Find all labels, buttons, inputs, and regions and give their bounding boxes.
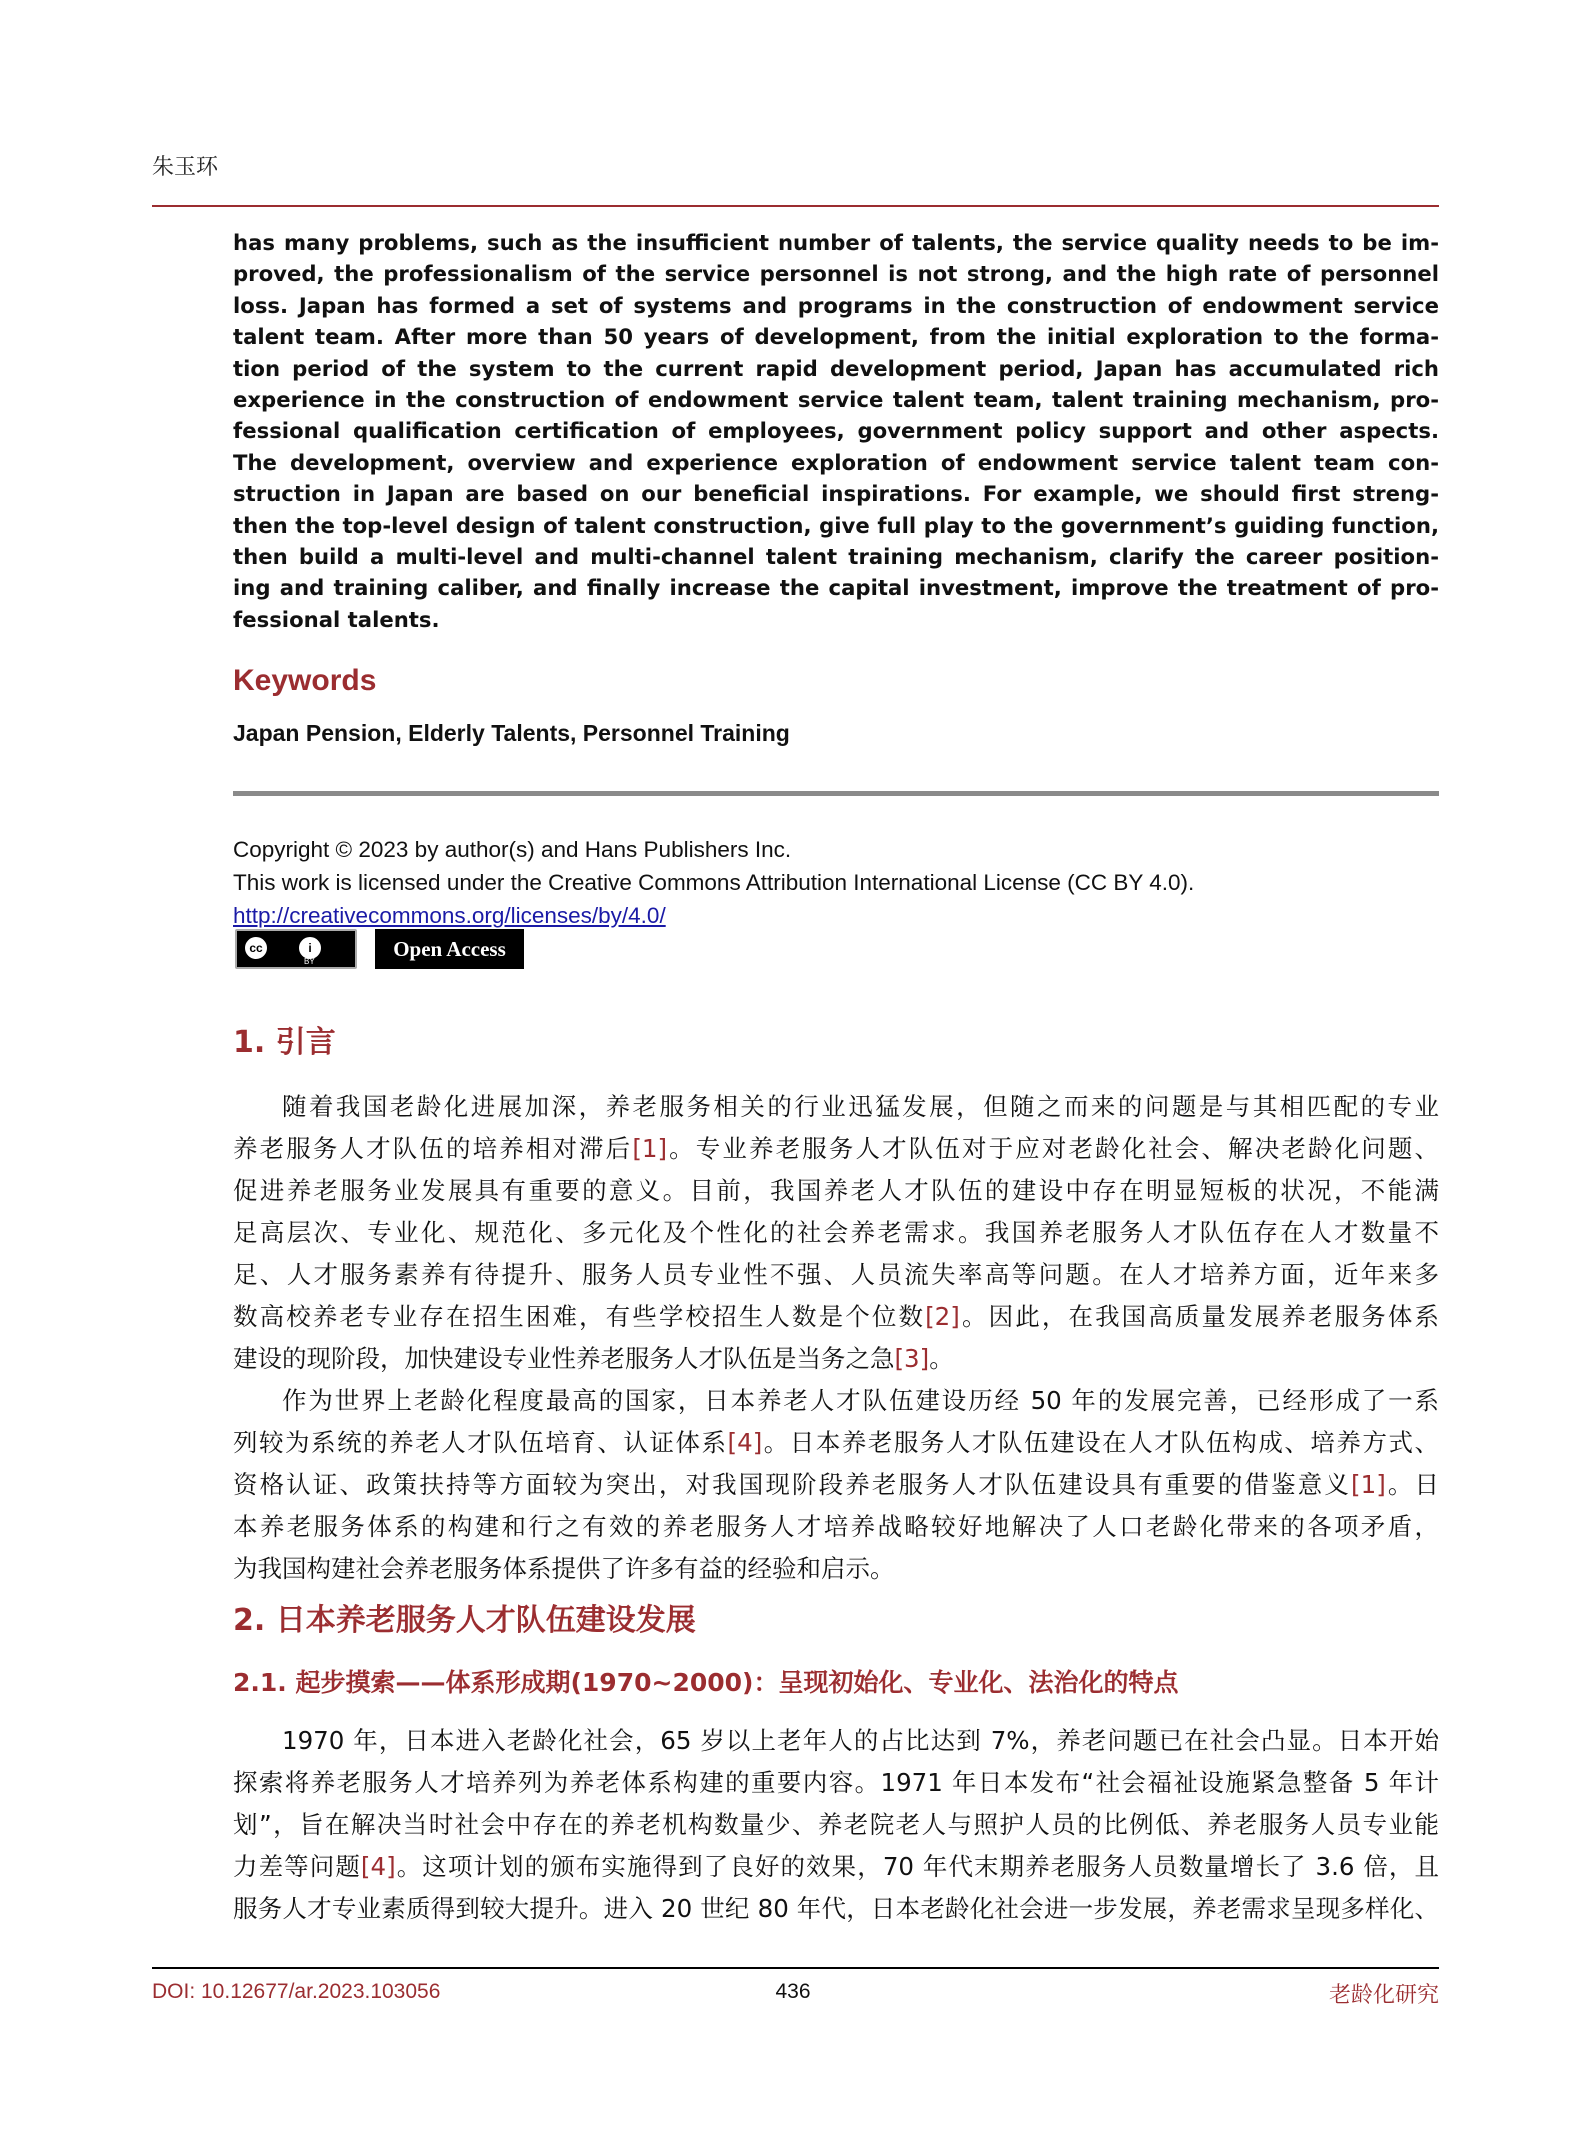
section-1-heading: 1. 引言 <box>233 1025 336 1060</box>
body-line: 数高校养老专业存在招生困难，有些学校招生人数是个位数[2]。因此，在我国高质量发展养老服务体系 <box>233 1302 1440 1331</box>
cc-by-badge[interactable] <box>235 929 357 969</box>
keywords-text: Japan Pension, Elderly Talents, Personnel Training <box>233 720 790 746</box>
abstract-line: ing and training caliber, and finally increase the capital investment, improve the treatment of pro- <box>233 575 1439 601</box>
license-statement: This work is licensed under the Creative Commons Attribution International License (CC BY 4.0). <box>233 870 1195 895</box>
body-line: 足、人才服务素养有待提升、服务人员专业性不强、人员流失率高等问题。在人才培养方面，近年来多 <box>233 1260 1439 1289</box>
citation-link[interactable]: [2] <box>925 1302 960 1331</box>
copyright-line: Copyright © 2023 by author(s) and Hans Publishers Inc. <box>233 837 792 862</box>
citation-link[interactable]: [4] <box>360 1852 396 1881</box>
license-link[interactable]: http://creativecommons.org/licenses/by/4.0/ <box>233 903 666 928</box>
abstract-line: experience in the construction of endowment service talent team, talent training mechanism, pro- <box>233 387 1439 413</box>
body-line: 本养老服务体系的构建和行之有效的养老服务人才培养战略较好地解决了人口老龄化带来的各项矛盾， <box>233 1512 1439 1541</box>
by-label: BY <box>304 957 315 966</box>
footer-rule <box>152 1967 1439 1969</box>
citation-link[interactable]: [1] <box>1351 1470 1386 1499</box>
body-line: 随着我国老龄化进展加深，养老服务相关的行业迅猛发展，但随之而来的问题是与其相匹配的专业 <box>282 1092 1439 1121</box>
page-number: 436 <box>775 1980 811 2003</box>
abstract-line: then build a multi-level and multi-channel talent training mechanism, clarify the career position- <box>233 544 1439 570</box>
section-divider <box>233 791 1439 796</box>
abstract-line: struction in Japan are based on our beneficial inspirations. For example, we should first streng- <box>233 481 1439 507</box>
license-block <box>233 833 1194 932</box>
abstract-line: proved, the professionalism of the service personnel is not strong, and the high rate of personnel <box>233 261 1439 287</box>
subsection-2-1-heading: 2.1. 起步摸索——体系形成期(1970~2000)：呈现初始化、专业化、法治化的特点 <box>233 1668 1179 1697</box>
section-2-heading: 2. 日本养老服务人才队伍建设发展 <box>233 1603 696 1638</box>
body-line: 力差等问题[4]。这项计划的颁布实施得到了良好的效果，70 年代末期养老服务人员数量增长了 3.6 倍，且 <box>233 1852 1439 1881</box>
cc-icon: cc <box>243 935 269 961</box>
citation-link[interactable]: [1] <box>632 1134 668 1163</box>
citation-link[interactable]: [4] <box>727 1428 763 1457</box>
attribution-icon: i <box>297 935 323 961</box>
abstract-text <box>233 227 1439 635</box>
abstract-line: fessional qualification certification of employees, government policy support and other aspects. <box>233 418 1439 444</box>
body-line: 资格认证、政策扶持等方面较为突出，对我国现阶段养老服务人才队伍建设具有重要的借鉴意义[1]。日 <box>233 1470 1440 1499</box>
abstract-line: has many problems, such as the insufficient number of talents, the service quality needs to be im- <box>233 230 1439 255</box>
body-line: 作为世界上老龄化程度最高的国家，日本养老人才队伍建设历经 50 年的发展完善，已经形成了一系 <box>282 1386 1439 1415</box>
abstract-line: talent team. After more than 50 years of development, from the initial exploration to the forma- <box>233 324 1439 350</box>
body-line: 探索将养老服务人才培养列为养老体系构建的重要内容。1971 年日本发布“社会福祉设施紧急整备 5 年计 <box>233 1768 1439 1797</box>
running-header-author: 朱玉环 <box>152 154 219 179</box>
body-line: 建设的现阶段，加快建设专业性养老服务人才队伍是当务之急[3]。 <box>233 1344 954 1373</box>
body-line: 服务人才专业素质得到较大提升。进入 20 世纪 80 年代，日本老龄化社会进一步发展，养老需求呈现多样化、 <box>233 1894 1439 1923</box>
abstract-line: then the top-level design of talent construction, give full play to the government’s guiding function, <box>233 512 1439 538</box>
body-line: 促进养老服务业发展具有重要的意义。目前，我国养老人才队伍的建设中存在明显短板的状况，不能满 <box>233 1176 1439 1205</box>
citation-link[interactable]: [3] <box>894 1344 930 1373</box>
abstract-line: The development, overview and experience exploration of endowment service talent team con- <box>233 449 1439 475</box>
section-1-body <box>233 1086 1439 1590</box>
abstract-line: loss. Japan has formed a set of systems and programs in the construction of endowment service <box>233 292 1439 318</box>
body-line: 为我国构建社会养老服务体系提供了许多有益的经验和启示。 <box>233 1554 895 1583</box>
subsection-2-1-body <box>233 1720 1439 1930</box>
footer-journal-name: 老龄化研究 <box>1328 1983 1439 2008</box>
body-line: 1970 年，日本进入老龄化社会，65 岁以上老年人的占比达到 7%，养老问题已在社会凸显。日本开始 <box>282 1726 1439 1755</box>
abstract-line: fessional talents. <box>233 606 440 632</box>
open-access-badge: Open Access <box>375 929 524 969</box>
header-rule <box>152 205 1439 207</box>
body-line: 足高层次、专业化、规范化、多元化及个性化的社会养老需求。我国养老服务人才队伍存在人才数量不 <box>233 1218 1439 1247</box>
body-line: 划”，旨在解决当时社会中存在的养老机构数量少、养老院老人与照护人员的比例低、养老服务人员专业能 <box>233 1810 1439 1839</box>
body-line: 列较为系统的养老人才队伍培育、认证体系[4]。日本养老服务人才队伍建设在人才队伍构成、培养方式、 <box>233 1428 1440 1457</box>
body-line: 养老服务人才队伍的培养相对滞后[1]。专业养老服务人才队伍对于应对老龄化社会、解决老龄化问题、 <box>233 1134 1440 1163</box>
footer-doi: DOI: 10.12677/ar.2023.103056 <box>152 1980 441 2003</box>
abstract-line: tion period of the system to the current rapid development period, Japan has accumulated rich <box>233 355 1439 381</box>
keywords-heading: Keywords <box>233 664 377 697</box>
